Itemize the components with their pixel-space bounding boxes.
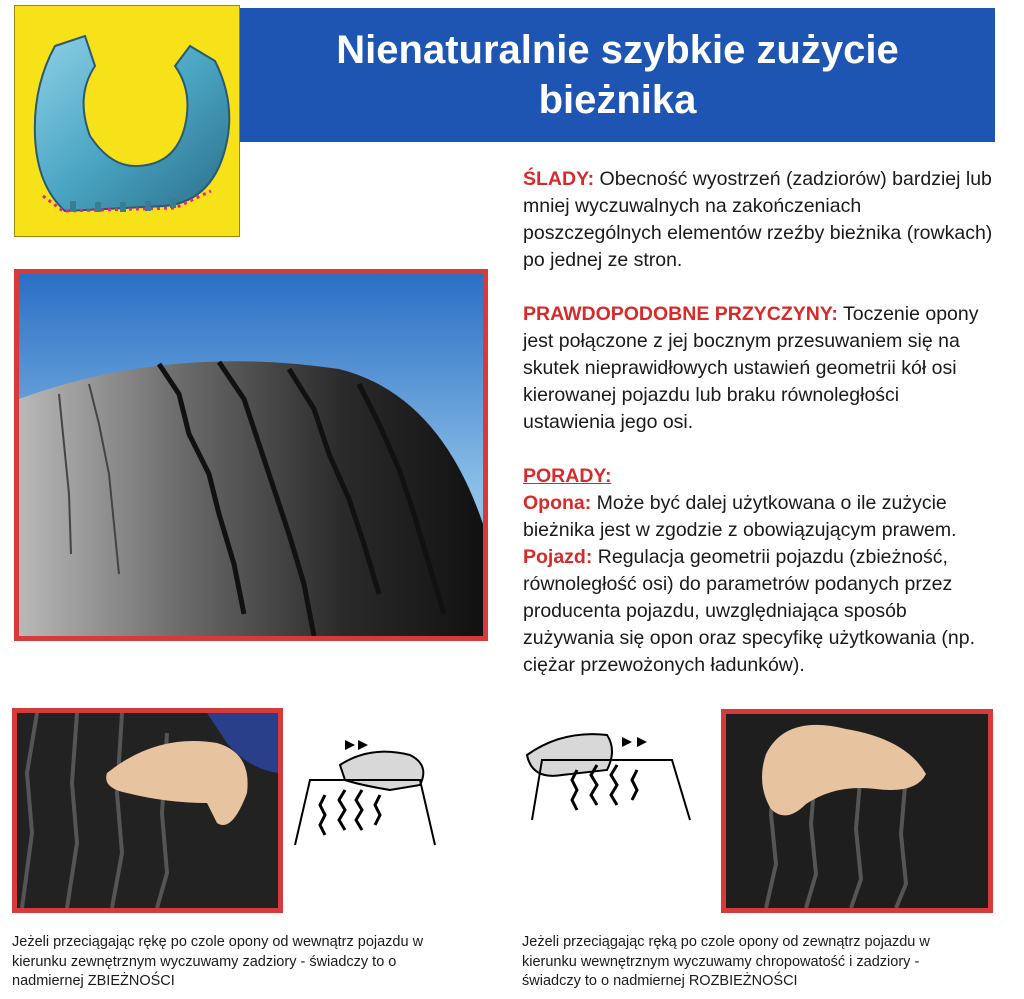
causes-label: PRAWDOPODOBNE PRZYCZYNY: <box>523 303 838 325</box>
arrow-right-icon <box>622 737 632 747</box>
advice-tire-label: Opona: <box>523 492 592 514</box>
advice-tire-text: Może być dalej użytkowana o ile zużycie bieżnika jest w zgodzie z obowiązującym prawem. <box>523 492 957 541</box>
hand-on-tread-photo-right <box>721 709 993 913</box>
outward-scraping-diagram <box>522 725 692 825</box>
description-column <box>523 166 993 679</box>
arrow-right-icon <box>358 740 368 750</box>
page-title-line-1: Nienaturalnie szybkie zużycie <box>336 28 899 72</box>
tread-section-illustration <box>14 5 240 237</box>
title-banner <box>240 8 995 142</box>
advice-tire-paragraph <box>523 490 993 544</box>
tire-tread-image <box>19 274 483 636</box>
worn-tire-photo <box>14 269 488 641</box>
traces-text: Obecność wyostrzeń (zadziorów) bardziej lub mniej wyczuwalnych na zakończeniach poszczególnych elementów rzeźby bieżnika (rowkach) po jednej ze stron. <box>523 168 993 271</box>
page-title <box>240 8 995 142</box>
tire-cross-section-icon <box>15 6 239 236</box>
hand-on-tire-image <box>726 714 988 908</box>
hand-on-tire-image <box>17 713 278 908</box>
hand-on-tread-photo-left <box>12 708 283 913</box>
inward-scraping-diagram <box>290 735 440 847</box>
advice-section <box>523 463 993 679</box>
hand-icon <box>340 752 423 790</box>
caption-right: Jeżeli przeciągając ręką po czole opony od zewnątrz pojazdu w kierunku wewnętrznym wyczuwamy chropowatość i zadziory - świadczy to o nadmiernej ROZBIEŻNOŚCI <box>522 934 930 989</box>
arrow-right-icon <box>345 740 355 750</box>
advice-vehicle-text: Regulacja geometrii pojazdu (zbieżność, równoległość osi) do parametrów podanych przez producenta pojazdu, uwzględniająca sposób zużywania się opon oraz specyfikę użytkowania (np. ciężar przewożonych ładunków). <box>523 546 975 676</box>
advice-vehicle-paragraph <box>523 544 993 679</box>
causes-text: Toczenie opony jest połączone z jej bocznym przesuwaniem się na skutek nieprawidłowych ustawień geometrii kół osi kierowanej pojazdu lub braku równoległości ustawienia jego osi. <box>523 303 979 433</box>
advice-vehicle-label: Pojazd: <box>523 546 593 568</box>
traces-paragraph <box>523 166 993 274</box>
caption-left: Jeżeli przeciągając rękę po czole opony od wewnątrz pojazdu w kierunku zewnętrznym wyczuwamy zadziory - świadczy to o nadmiernej ZBIEŻNOŚCI <box>12 934 424 989</box>
page-title-line-2: bieżnika <box>538 78 697 122</box>
arrow-right-icon <box>637 737 647 747</box>
causes-paragraph <box>523 301 993 436</box>
advice-label: PORADY: <box>523 465 612 487</box>
traces-label: ŚLADY: <box>523 168 595 190</box>
